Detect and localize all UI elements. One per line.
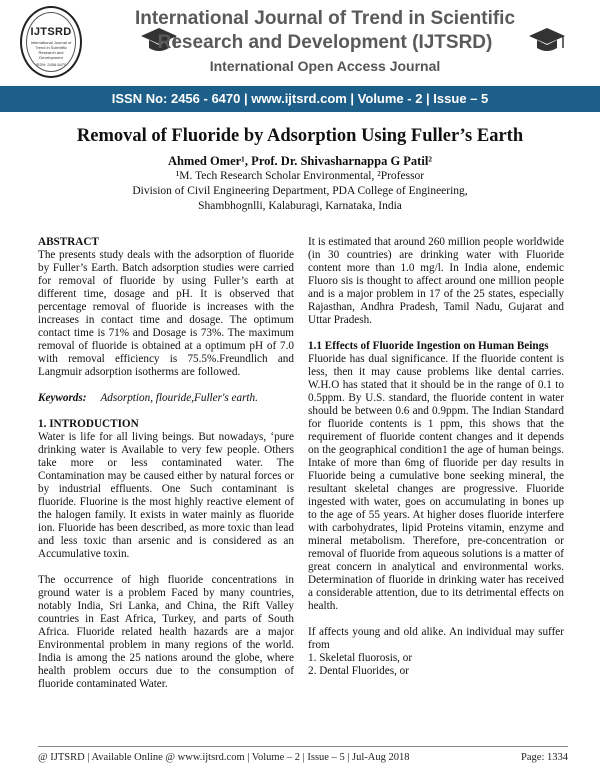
effects-list [308,652,564,678]
paper-authors: Ahmed Omer¹, Prof. Dr. Shivasharnappa G Patil² [167,154,433,168]
right-paragraph-3: If affects young and old alike. An individual may suffer from [308,626,564,651]
affiliation-line1: ¹M. Tech Research Scholar Environmental, ²Professor [175,170,425,182]
journal-logo [20,6,82,78]
keywords [38,392,294,405]
right-paragraph-2: Fluoride has dual significance. If the fluoride content is less, then it may cause problems like dental carries. W.H.O has stated that it should be in the range of 0.1 to 0.5ppm. By U.S. standard, the fluoride content in water should be between 0.6 and 0.9ppm. The Indian Standard for fluoride contents is 1 ppm, this shows that the requirement of fluoride content changes and it depends on the geographical condition1 the age of human beings. Intake of more than 6mg of fluoride per day results in Fluoride being a cumulative bone seeking mineral, the resultant skeletal changes are progressive. Fluoride ingested with water, goes on accumulating in bones up to the age of 55 years. At higher doses fluoride interfere with carbohydrates, lipid Proteins vitamin, enzyme and mineral metabolism. Therefore, pre-concentration or removal of fluoride from aqueous solutions is a matter of great concern in analytical and environmental works. Determination of fluoride in drinking water has received a considerable attention, due to its detrimental effects on health. [308,353,564,612]
list-item: 1. Skeletal fluorosis, or [308,652,413,664]
right-paragraph-1: It is estimated that around 260 million people worldwide (in 30 countries) are drinking water with Fluoride content more than 1.0 mg/l. In India alone, endemic Fluoro sis is thought to affect around one million people and is a major problem in 17 of the 25 states, especially Rajasthan, Andhra Pradesh, Tamil Nadu, Gujarat and Uttar Pradesh. [308,236,564,326]
introduction-heading: 1. INTRODUCTION [38,418,139,430]
journal-subtitle: International Open Access Journal [209,58,441,74]
issn-text: ISSN No: 2456 - 6470 | www.ijtsrd.com | Volume - 2 | Issue – 5 [111,91,489,106]
journal-title-line1: International Journal of Trend in Scientific [134,8,516,29]
section-heading-1-1: 1.1 Effects of Fluoride Ingestion on Human Beings [308,340,549,352]
logo-line: International Journal of Trend in Scientific Research and Development [30,40,72,60]
list-item: 2. Dental Fluorides, or [308,665,409,677]
affiliation-line2: Division of Civil Engineering Department, PDA College of Engineering, [132,185,468,197]
issn-bar [0,86,600,112]
footer-citation: @ IJTSRD | Available Online @ www.ijtsrd.com | Volume – 2 | Issue – 5 | Jul-Aug 2018 [38,752,410,763]
affiliation-line3: Shambhognlli, Kalaburagi, Karnataka, India [198,200,402,212]
introduction-paragraph-2: The occurrence of high fluoride concentrations in ground water is a problem Faced by many countries, notably India, Sri Lanka, and China, the Rift Valley countries in East Africa, Turkey, and parts of South Africa. Fluoride related health hazards are a major Environmental problem in many regions of the world. India is among the 25 nations around the globe, where health problem occurs due to the consumption of fluoride contaminated Water. [38,574,294,690]
logo-issn: ISSN: 2456-6470 [35,62,67,67]
page-number: Page: 1334 [521,752,568,763]
keywords-text: Adsorption, flouride,Fuller's earth. [100,392,258,404]
graduation-cap-icon [528,26,566,56]
abstract-heading: ABSTRACT [38,236,99,248]
journal-title-line2: Research and Development (IJTSRD) [157,32,493,53]
right-column [308,236,564,678]
introduction-paragraph-1: Water is life for all living beings. But nowadays, ‘pure drinking water is Available to very few people. Others take more or less contaminated water. The Contamination may be caused either by natural forces or by industrial effluents. One Such contaminant is fluoride. Fluorine is the most highly reactive element of the halogen family. It exists in water mainly as fluoride ion. Fluoride has been described, as more toxic than lead and less toxic than arsenic and is considered as an Accumulative toxin. [38,431,294,560]
paper-title: Removal of Fluoride by Adsorption Using Fuller’s Earth [76,126,524,146]
footer-rule [38,746,568,747]
keywords-label: Keywords: [38,392,87,404]
abstract-text: The presents study deals with the adsorption of fluoride by Fuller’s Earth. Batch adsorption studies were carried for removal of fluoride by using Fuller’s earth at different time, dosage and pH. It is observed that percentage removal of fluoride is increases with the increases in contact time and dosage. The optimum contact time is 71% and Dosage is 73%. The maximum removal of fluoride is obtained at a optimum pH of 7.0 with removal efficiency is 75.5%.Freundlich and Langmuir adsorption isotherms are followed. [38,249,294,378]
logo-abbr: IJTSRD [30,26,72,38]
journal-banner [0,0,600,88]
left-column [38,236,294,691]
